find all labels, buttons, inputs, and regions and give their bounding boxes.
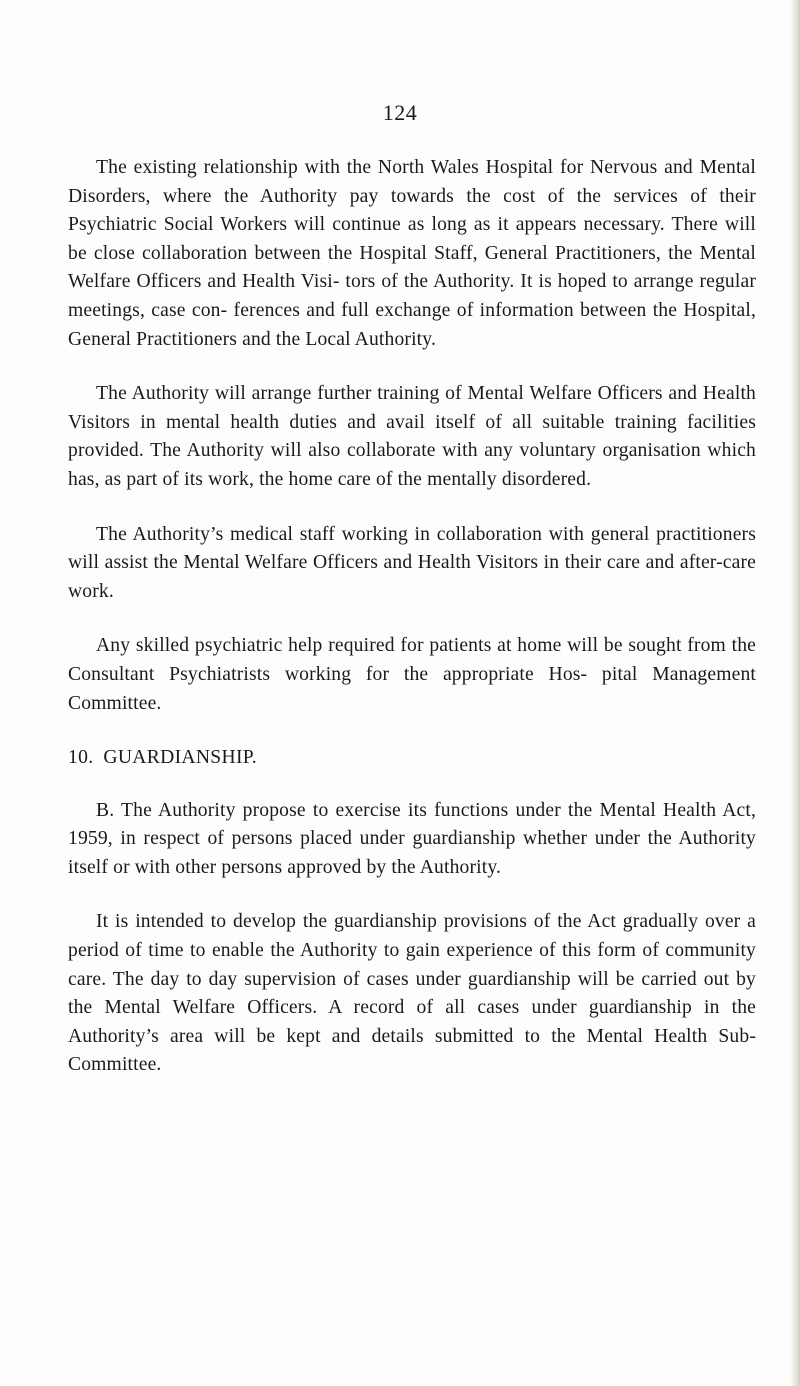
paragraph-medical-staff: The Authority’s medical staff working in collaboration with general practitioners will assist the Mental Welfare Officers and Health Visitors in their care and after-care work. bbox=[68, 523, 756, 602]
section-heading bbox=[68, 744, 756, 773]
section-title: GUARDIANSHIP. bbox=[103, 747, 257, 769]
section-number: 10. bbox=[68, 747, 94, 769]
paragraph-guardianship-functions: B. The Authority propose to exercise its functions under the Mental Health Act, 1959, in respect of persons placed under guardianship whether under the Authority itself or with other persons approved by the Authority. bbox=[68, 799, 756, 878]
paragraph-hospital-relationship: The existing relationship with the North Wales Hospital for Nervous and Mental Disorders, where the Authority pay towards the cost of the services of their Psychiatric Social Workers will continue as long as it appears necessary. There will be close collaboration between the Hospital Staff, General Practitioners, the Mental Welfare Officers and Health Visi- tors of the Authority. It is hoped to arrange regular meetings, case con- ferences and full exchange of information between the Hospital, General Practitioners and the Local Authority. bbox=[68, 157, 756, 350]
page-edge-shadow bbox=[790, 0, 800, 1386]
paragraph-psychiatric-help: Any skilled psychiatric help required for patients at home will be sought from the Consultant Psychiatrists working for the appropriate Hos- pital Management Committee. bbox=[68, 635, 756, 714]
paragraph-training: The Authority will arrange further training of Mental Welfare Officers and Health Visitors in mental health duties and avail itself of all suitable training facilities provided. The Authority will also collaborate with any voluntary organisation which has, as part of its work, the home care of the mentally disordered. bbox=[68, 383, 756, 490]
document-body bbox=[68, 154, 756, 1106]
paragraph-guardianship-development: It is intended to develop the guardianship provisions of the Act gradually over a period of time to enable the Authority to gain experience of this form of community care. The day to day supervision of cases under guardianship will be carried out by the Mental Welfare Officers. A record of all cases under guardianship in the Authority’s area will be kept and details submitted to the Mental Health Sub-Committee. bbox=[68, 911, 756, 1076]
page-number: 124 bbox=[382, 100, 418, 125]
